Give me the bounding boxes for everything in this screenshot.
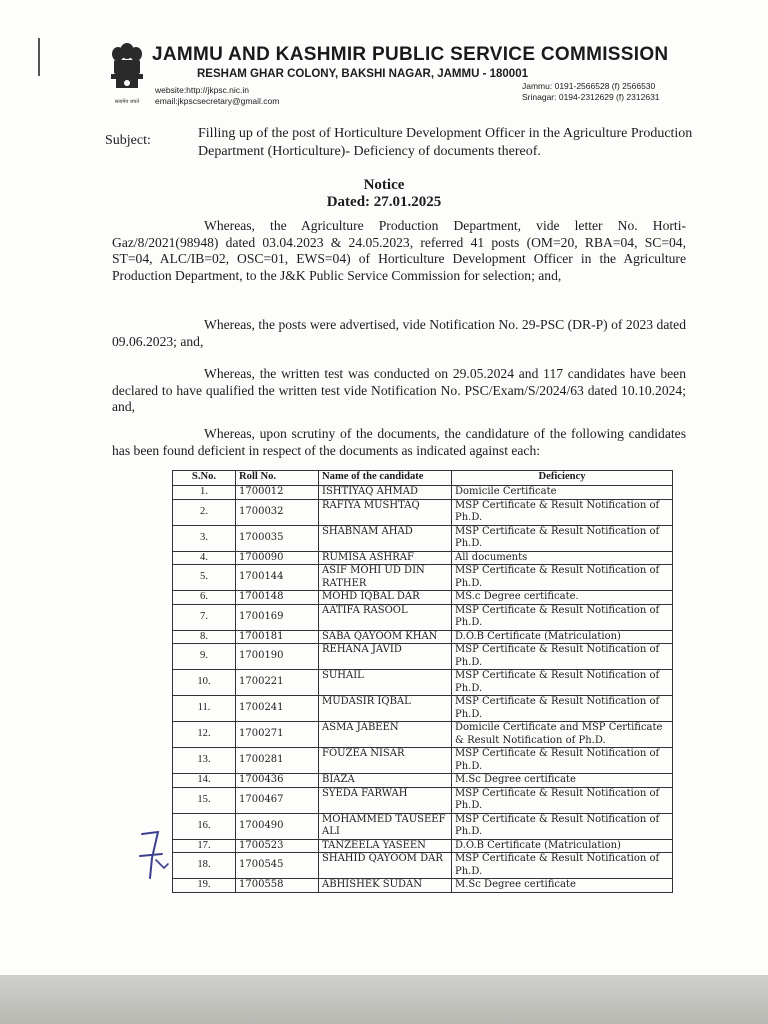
cell-roll-no: 1700467 — [236, 787, 319, 813]
cell-sno: 13. — [173, 748, 236, 774]
cell-deficiency: MSP Certificate & Result Notification of Ph.D. — [452, 644, 673, 670]
cell-sno: 10. — [173, 670, 236, 696]
deficiency-table — [172, 470, 673, 893]
state-emblem — [104, 42, 150, 105]
cell-roll-no: 1700241 — [236, 696, 319, 722]
cell-sno: 12. — [173, 722, 236, 748]
paragraph-2-text: Whereas, the posts were advertised, vide Notification No. 29-PSC (DR-P) of 2023 dated 09.06.2023; and, — [112, 317, 686, 349]
cell-deficiency: Domicile Certificate — [452, 486, 673, 500]
paragraph-4 — [112, 426, 686, 459]
cell-deficiency: MSP Certificate & Result Notification of Ph.D. — [452, 748, 673, 774]
cell-sno: 2. — [173, 499, 236, 525]
cell-deficiency: MSP Certificate & Result Notification of Ph.D. — [452, 813, 673, 839]
cell-name: ISHTIYAQ AHMAD — [319, 486, 452, 500]
cell-deficiency: MSP Certificate & Result Notification of Ph.D. — [452, 853, 673, 879]
cell-name: SHABNAM AHAD — [319, 525, 452, 551]
margin-line — [38, 38, 40, 76]
cell-sno: 17. — [173, 839, 236, 853]
cell-roll-no: 1700490 — [236, 813, 319, 839]
subject-text: Filling up of the post of Horticulture Development Officer in the Agriculture Production Department (Horticulture)- Deficiency of documents thereof. — [198, 126, 693, 159]
deficiency-table-wrap — [172, 470, 673, 893]
cell-name: MOHAMMED TAUSEEF ALI — [319, 813, 452, 839]
handwritten-mark-icon — [138, 828, 172, 882]
cell-roll-no: 1700012 — [236, 486, 319, 500]
paragraph-3 — [112, 366, 686, 416]
cell-sno: 8. — [173, 630, 236, 644]
cell-name: ASMA JABEEN — [319, 722, 452, 748]
cell-sno: 6. — [173, 591, 236, 605]
cell-name: SHAHID QAYOOM DAR — [319, 853, 452, 879]
cell-sno: 4. — [173, 551, 236, 565]
cell-roll-no: 1700558 — [236, 879, 319, 893]
table-row — [173, 748, 673, 774]
table-row — [173, 525, 673, 551]
header-name: Name of the candidate — [319, 471, 452, 486]
cell-name: REHANA JAVID — [319, 644, 452, 670]
table-row — [173, 787, 673, 813]
cell-sno: 3. — [173, 525, 236, 551]
cell-deficiency: MSP Certificate & Result Notification of Ph.D. — [452, 565, 673, 591]
organization-address: RESHAM GHAR COLONY, BAKSHI NAGAR, JAMMU - 180001 — [197, 68, 528, 80]
cell-roll-no: 1700221 — [236, 670, 319, 696]
table-row — [173, 839, 673, 853]
cell-sno: 16. — [173, 813, 236, 839]
cell-sno: 14. — [173, 774, 236, 788]
cell-roll-no: 1700190 — [236, 644, 319, 670]
table-row — [173, 853, 673, 879]
table-body — [173, 486, 673, 893]
header-deficiency: Deficiency — [452, 471, 673, 486]
table-row — [173, 722, 673, 748]
table-row — [173, 774, 673, 788]
cell-deficiency: D.O.B Certificate (Matriculation) — [452, 630, 673, 644]
cell-deficiency: D.O.B Certificate (Matriculation) — [452, 839, 673, 853]
notice-title: Notice — [363, 177, 405, 193]
cell-name: AATIFA RASOOL — [319, 604, 452, 630]
paragraph-2 — [112, 317, 686, 350]
paragraph-3-text: Whereas, the written test was conducted on 29.05.2024 and 117 candidates have been declared to have qualified the written test vide Notification No. PSC/Exam/S/2024/63 dated 10.10.2024; and, — [112, 366, 686, 414]
table-header-row — [173, 471, 673, 486]
table-row — [173, 813, 673, 839]
header-roll-no: Roll No. — [236, 471, 319, 486]
cell-name: RAFIYA MUSHTAQ — [319, 499, 452, 525]
cell-name: FOUZEA NISAR — [319, 748, 452, 774]
organization-name: JAMMU AND KASHMIR PUBLIC SERVICE COMMISSION — [152, 44, 669, 65]
phone-jammu: Jammu: 0191-2566528 (f) 2566530 — [522, 81, 656, 91]
table-row — [173, 630, 673, 644]
table-row — [173, 486, 673, 500]
cell-roll-no: 1700090 — [236, 551, 319, 565]
table-row — [173, 696, 673, 722]
ashoka-emblem-icon — [104, 42, 150, 94]
notice-date: Dated: 27.01.2025 — [326, 194, 442, 210]
cell-deficiency: M.Sc Degree certificate — [452, 774, 673, 788]
emblem-caption: सत्यमेव जयते — [114, 99, 140, 105]
cell-deficiency: MSP Certificate & Result Notification of Ph.D. — [452, 696, 673, 722]
table-row — [173, 670, 673, 696]
cell-name: ABHISHEK SUDAN — [319, 879, 452, 893]
cell-name: SUHAIL — [319, 670, 452, 696]
cell-sno: 19. — [173, 879, 236, 893]
phone-srinagar: Srinagar: 0194-2312629 (f) 2312631 — [522, 92, 660, 102]
cell-sno: 1. — [173, 486, 236, 500]
cell-deficiency: All documents — [452, 551, 673, 565]
cell-roll-no: 1700281 — [236, 748, 319, 774]
cell-roll-no: 1700436 — [236, 774, 319, 788]
table-row — [173, 879, 673, 893]
cell-name: TANZEELA YASEEN — [319, 839, 452, 853]
cell-roll-no: 1700523 — [236, 839, 319, 853]
organization-email[interactable]: email:jkpscsecretary@gmail.com — [155, 96, 280, 106]
cell-name: ASIF MOHI UD DIN RATHER — [319, 565, 452, 591]
subject-label: Subject: — [105, 133, 151, 148]
table-row — [173, 499, 673, 525]
cell-deficiency: MS.c Degree certificate. — [452, 591, 673, 605]
cell-name: MUDASIR IQBAL — [319, 696, 452, 722]
cell-sno: 11. — [173, 696, 236, 722]
cell-deficiency: MSP Certificate & Result Notification of Ph.D. — [452, 787, 673, 813]
paragraph-1 — [112, 218, 686, 284]
cell-deficiency: M.Sc Degree certificate — [452, 879, 673, 893]
table-row — [173, 565, 673, 591]
paragraph-1-text: Whereas, the Agriculture Production Department, vide letter No. Horti-Gaz/8/2021(98948) dated 03.04.2023 & 24.05.2023, referred 41 posts (OM=20, RBA=04, SC=04, ST=04, ALC/IB=02, OSC=01, EWS=04) of Horticulture Development Officer in the Agriculture Production Department, to the J&K Public Service Commission for selection; and, — [112, 218, 686, 283]
header-sno: S.No. — [173, 471, 236, 486]
cell-sno: 18. — [173, 853, 236, 879]
cell-name: SYEDA FARWAH — [319, 787, 452, 813]
cell-deficiency: MSP Certificate & Result Notification of Ph.D. — [452, 499, 673, 525]
cell-roll-no: 1700545 — [236, 853, 319, 879]
scan-shadow — [0, 975, 768, 1024]
cell-sno: 7. — [173, 604, 236, 630]
table-row — [173, 644, 673, 670]
cell-name: SABA QAYOOM KHAN — [319, 630, 452, 644]
organization-website[interactable]: website:http://jkpsc.nic.in — [155, 85, 250, 95]
cell-roll-no: 1700144 — [236, 565, 319, 591]
cell-name: BIAZA — [319, 774, 452, 788]
cell-roll-no: 1700035 — [236, 525, 319, 551]
cell-sno: 5. — [173, 565, 236, 591]
cell-name: RUMISA ASHRAF — [319, 551, 452, 565]
table-row — [173, 551, 673, 565]
table-row — [173, 591, 673, 605]
paragraph-4-text: Whereas, upon scrutiny of the documents, the candidature of the following candidates has been found deficient in respect of the documents as indicated against each: — [112, 426, 686, 458]
cell-deficiency: Domicile Certificate and MSP Certificate & Result Notification of Ph.D. — [452, 722, 673, 748]
cell-roll-no: 1700032 — [236, 499, 319, 525]
cell-sno: 15. — [173, 787, 236, 813]
cell-roll-no: 1700271 — [236, 722, 319, 748]
cell-sno: 9. — [173, 644, 236, 670]
cell-deficiency: MSP Certificate & Result Notification of Ph.D. — [452, 604, 673, 630]
cell-deficiency: MSP Certificate & Result Notification of Ph.D. — [452, 525, 673, 551]
cell-roll-no: 1700181 — [236, 630, 319, 644]
cell-roll-no: 1700169 — [236, 604, 319, 630]
cell-name: MOHD IQBAL DAR — [319, 591, 452, 605]
table-row — [173, 604, 673, 630]
cell-deficiency: MSP Certificate & Result Notification of Ph.D. — [452, 670, 673, 696]
cell-roll-no: 1700148 — [236, 591, 319, 605]
